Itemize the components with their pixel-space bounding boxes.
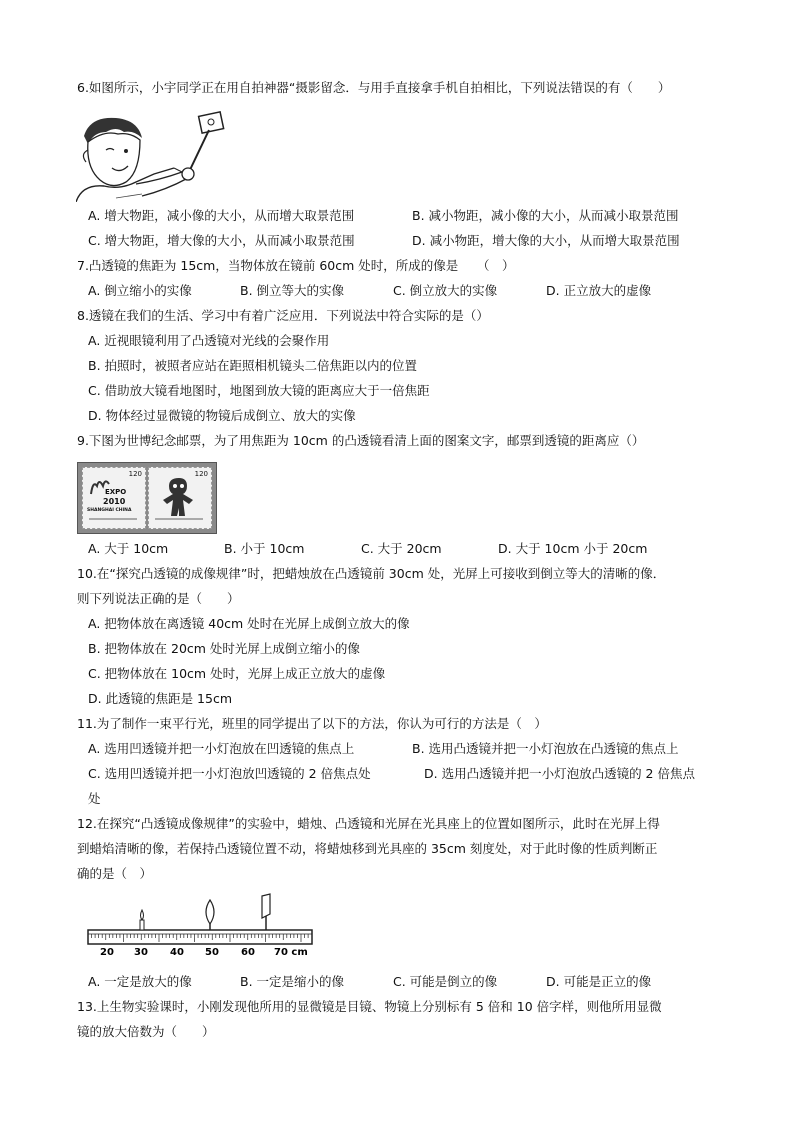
ruler-label-20: 20	[100, 947, 114, 958]
haibao-mascot-icon	[159, 476, 199, 520]
q12-option-d: D. 可能是正立的像	[546, 974, 652, 989]
q6-option-a: A. 增大物距，减小像的大小，从而增大取景范围	[88, 208, 355, 223]
q11-option-d: D. 选用凸透镜并把一小灯泡放凸透镜的 2 倍焦点	[424, 766, 695, 781]
ruler-label-60: 60	[241, 947, 255, 958]
ruler-label-40: 40	[170, 947, 184, 958]
q7-stem: 7.凸透镜的焦距为 15cm，当物体放在镜前 60cm 处时，所成的像是 （ ）	[77, 258, 515, 273]
q11-stem: 11.为了制作一束平行光，班里的同学提出了以下的方法，你认为可行的方法是（ ）	[77, 716, 547, 731]
stamp-right	[148, 467, 212, 529]
q10-option-a: A. 把物体放在离透镜 40cm 处时在光屏上成倒立放大的像	[88, 616, 410, 631]
q9-stem: 9.下图为世博纪念邮票，为了用焦距为 10cm 的凸透镜看清上面的图案文字，邮票到透镜的距离应（）	[77, 433, 645, 448]
light-screen-icon	[262, 894, 270, 930]
selfie-boy-figure	[76, 110, 226, 202]
q6-option-d: D. 减小物距，增大像的大小，从而增大取景范围	[412, 233, 680, 248]
q6-stem: 6.如图所示，小宇同学正在用自拍神器“摄影留念．与用手直接拿手机自拍相比，下列说法错误的有（ ）	[77, 80, 671, 95]
stamp-left	[82, 467, 146, 529]
q8-option-b: B. 拍照时，被照者应站在距照相机镜头二倍焦距以内的位置	[88, 358, 418, 373]
q11-option-a: A. 选用凹透镜并把一小灯泡放在凹透镜的焦点上	[88, 741, 355, 756]
q11-option-b: B. 选用凸透镜并把一小灯泡放在凸透镜的焦点上	[412, 741, 679, 756]
expo-stamps-figure	[77, 462, 217, 534]
q11-option-d-wrap: 处	[88, 791, 101, 806]
q8-option-d: D. 物体经过显微镜的物镜后成倒立、放大的实像	[88, 408, 356, 423]
stamp-left-text2: 2010	[103, 497, 126, 506]
stamp-right-value: 120	[194, 470, 208, 478]
candle-icon	[140, 910, 144, 930]
q9-option-c: C. 大于 20cm	[361, 541, 442, 556]
q11-option-c: C. 选用凹透镜并把一小灯泡放凹透镜的 2 倍焦点处	[88, 766, 371, 781]
stamp-left-value: 120	[128, 470, 142, 478]
q12-stem-line2: 到蜡焰清晰的像，若保持凸透镜位置不动，将蜡烛移到光具座的 35cm 刻度处，对于此时像的性质判断正	[77, 841, 658, 856]
stamp-left-text3: SHANGHAI CHINA	[87, 508, 132, 513]
q10-option-b: B. 把物体放在 20cm 处时光屏上成倒立缩小的像	[88, 641, 360, 656]
q12-option-a: A. 一定是放大的像	[88, 974, 192, 989]
optical-bench-figure	[86, 892, 316, 962]
q10-stem-line2: 则下列说法正确的是（ ）	[77, 591, 240, 606]
q7-option-a: A. 倒立缩小的实像	[88, 283, 192, 298]
q7-option-d: D. 正立放大的虚像	[546, 283, 652, 298]
q9-option-a: A. 大于 10cm	[88, 541, 169, 556]
q8-option-a: A. 近视眼镜利用了凸透镜对光线的会聚作用	[88, 333, 330, 348]
q9-option-d: D. 大于 10cm 小于 20cm	[498, 541, 648, 556]
q7-option-b: B. 倒立等大的实像	[240, 283, 345, 298]
q6-option-b: B. 减小物距，减小像的大小，从而减小取景范围	[412, 208, 679, 223]
q13-stem-line1: 13.上生物实验课时，小刚发现他所用的显微镜是目镜、物镜上分别标有 5 倍和 10 倍字样，则他所用显微	[77, 999, 662, 1014]
q8-stem: 8.透镜在我们的生活、学习中有着广泛应用．下列说法中符合实际的是（）	[77, 308, 489, 323]
convex-lens-icon	[206, 900, 214, 930]
q10-option-d: D. 此透镜的焦距是 15cm	[88, 691, 233, 706]
q6-option-c: C. 增大物距，增大像的大小，从而减小取景范围	[88, 233, 355, 248]
q12-stem-line3: 确的是（ ）	[77, 866, 153, 881]
q10-option-c: C. 把物体放在 10cm 处时，光屏上成正立放大的虚像	[88, 666, 386, 681]
q12-option-b: B. 一定是缩小的像	[240, 974, 345, 989]
q13-stem-line2: 镜的放大倍数为（ ）	[77, 1024, 215, 1039]
q12-stem-line1: 12.在探究“凸透镜成像规律”的实验中，蜡烛、凸透镜和光屏在光具座上的位置如图所示，此时在光屏上得	[77, 816, 660, 831]
ruler-label-30: 30	[134, 947, 148, 958]
ruler-label-70: 70 cm	[274, 947, 308, 958]
stamp-left-text1: EXPO	[105, 488, 127, 496]
q9-option-b: B. 小于 10cm	[224, 541, 305, 556]
q12-option-c: C. 可能是倒立的像	[393, 974, 498, 989]
q8-option-c: C. 借助放大镜看地图时，地图到放大镜的距离应大于一倍焦距	[88, 383, 430, 398]
ruler-label-50: 50	[205, 947, 219, 958]
q10-stem-line1: 10.在“探究凸透镜的成像规律”时，把蜡烛放在凸透镜前 30cm 处，光屏上可接收到倒立等大的清晰的像．	[77, 566, 666, 581]
q7-option-c: C. 倒立放大的实像	[393, 283, 498, 298]
